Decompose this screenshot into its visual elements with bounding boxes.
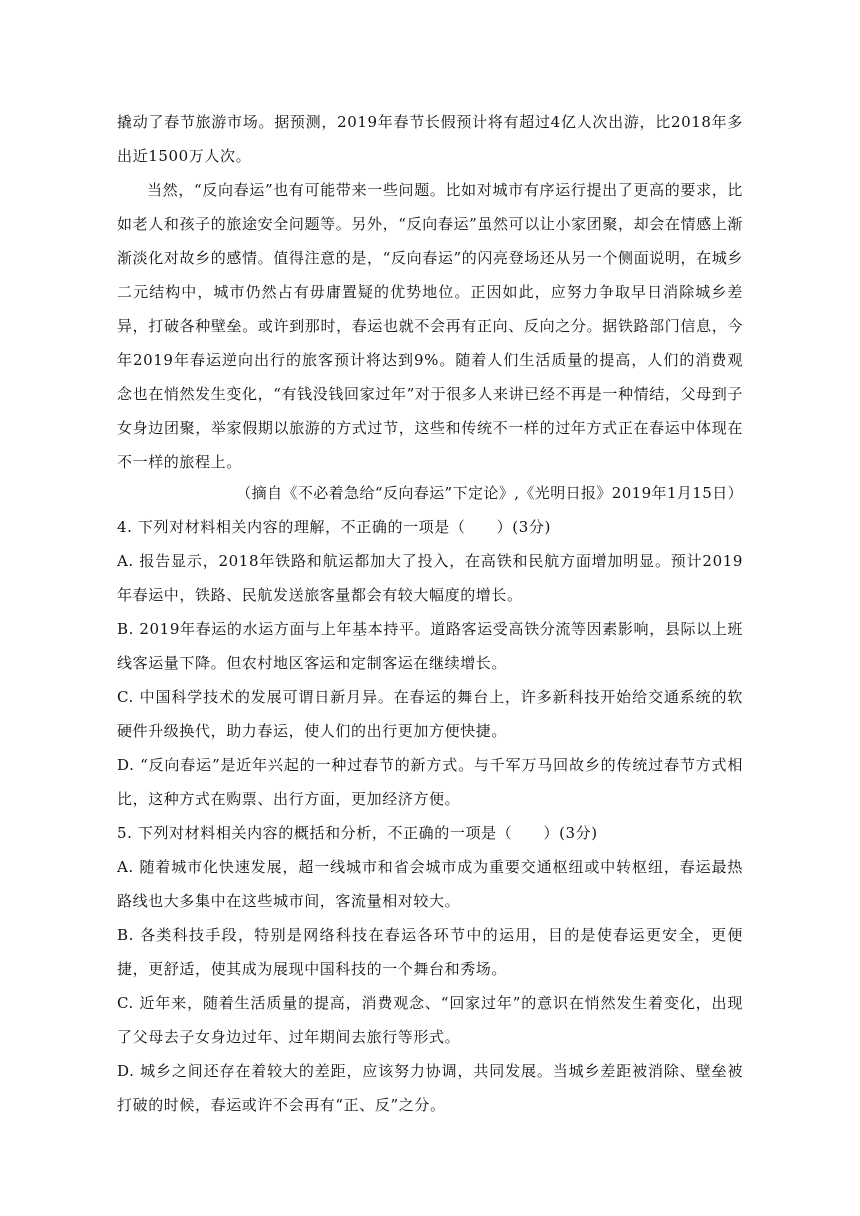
question-item bbox=[117, 510, 743, 816]
passage-source: （摘自《不必着急给“反向春运”下定论》,《光明日报》2019年1月15日） bbox=[236, 484, 743, 502]
answer-option: A. 报告显示，2018年铁路和航运都加大了投入，在高铁和民航方面增加明显。预计2019年春运中，铁路、民航发送旅客量都会有较大幅度的增长。 bbox=[117, 552, 743, 604]
answer-option: A. 随着城市化快速发展，超一线城市和省会城市成为重要交通枢纽或中转枢纽，春运最热路线也大多集中在这些城市间，客流量相对较大。 bbox=[117, 858, 743, 910]
question-item bbox=[117, 816, 743, 1122]
question-stem: 5. 下列对材料相关内容的概括和分析，不正确的一项是（ ）(3分) bbox=[117, 824, 598, 842]
question-stem: 4. 下列对材料相关内容的理解，不正确的一项是（ ）(3分) bbox=[117, 518, 551, 536]
answer-option: C. 中国科学技术的发展可谓日新月异。在春运的舞台上，许多新科技开始给交通系统的软硬件升级换代，助力春运，使人们的出行更加方便快捷。 bbox=[117, 688, 743, 740]
answer-option: D. 城乡之间还存在着较大的差距，应该努力协调，共同发展。当城乡差距被消除、壁垒被打破的时候，春运或许不会再有“正、反”之分。 bbox=[117, 1062, 743, 1114]
answer-option: C. 近年来，随着生活质量的提高，消费观念、“回家过年”的意识在悄然发生着变化，出现了父母去子女身边过年、过年期间去旅行等形式。 bbox=[117, 994, 743, 1046]
passage-paragraph: 当然，“反向春运”也有可能带来一些问题。比如对城市有序运行提出了更高的要求，比如老人和孩子的旅途安全问题等。另外，“反向春运”虽然可以让小家团聚，却会在情感上渐渐淡化对故乡的感情。值得注意的是，“反向春运”的闪亮登场还从另一个侧面说明，在城乡二元结构中，城市仍然占有毋庸置疑的优势地位。正因如此，应努力争取早日消除城乡差异，打破各种壁垒。或许到那时，春运也就不会再有正向、反向之分。据铁路部门信息，今年2019年春运逆向出行的旅客预计将达到9%。随着人们生活质量的提高，人们的消费观念也在悄然发生变化，“有钱没钱回家过年”对于很多人来讲已经不再是一种情结，父母到子女身边团聚，举家假期以旅游的方式过节，这些和传统不一样的过年方式正在春运中体现在不一样的旅程上。 bbox=[117, 181, 743, 471]
answer-option: B. 各类科技手段，特别是网络科技在春运各环节中的运用，目的是使春运更安全，更便捷，更舒适，使其成为展现中国科技的一个舞台和秀场。 bbox=[117, 926, 743, 978]
answer-option: B. 2019年春运的水运方面与上年基本持平。道路客运受高铁分流等因素影响，县际以上班线客运量下降。但农村地区客运和定制客运在继续增长。 bbox=[117, 620, 743, 672]
answer-option: D. “反向春运”是近年兴起的一种过春节的新方式。与千军万马回故乡的传统过春节方式相比，这种方式在购票、出行方面，更加经济方便。 bbox=[117, 756, 743, 808]
passage-paragraph: 撬动了春节旅游市场。据预测，2019年春节长假预计将有超过4亿人次出游，比2018年多出近1500万人次。 bbox=[117, 113, 743, 165]
question-list bbox=[117, 510, 743, 1122]
